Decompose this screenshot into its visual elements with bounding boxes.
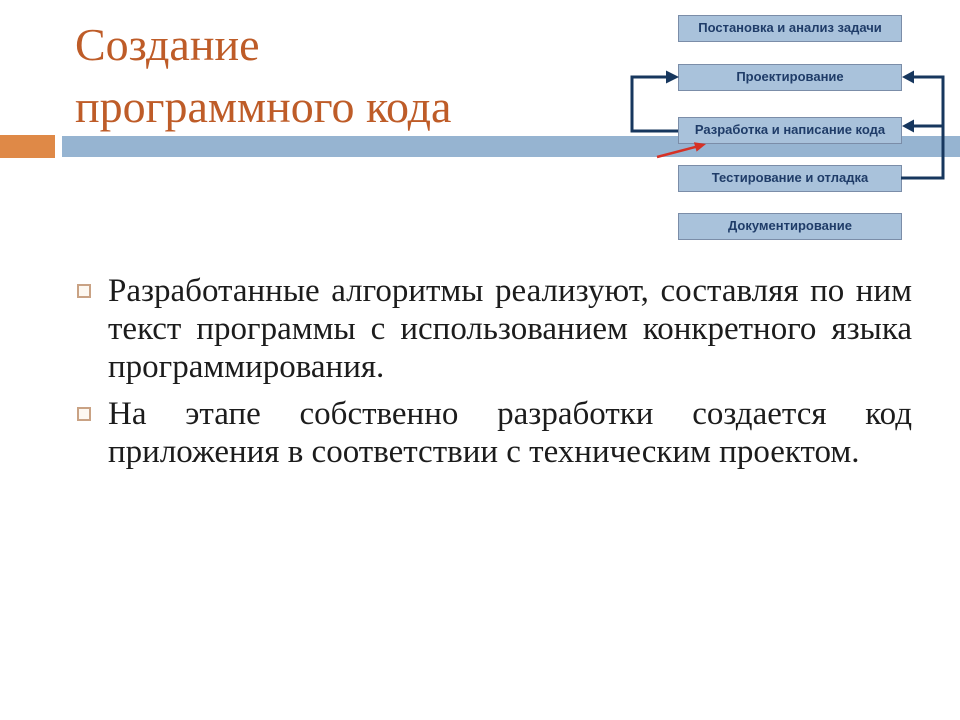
body-line: Разработанные алгоритмы реализуют, составляя по ним	[108, 273, 912, 309]
square-bullet-icon	[77, 284, 91, 298]
slide-body	[108, 272, 912, 471]
flowchart-box-testing: Тестирование и отладка	[678, 165, 902, 192]
flowchart-box-problem-analysis: Постановка и анализ задачи	[678, 15, 902, 42]
body-line: программирования.	[108, 349, 385, 385]
right-feedback-arrow	[901, 71, 943, 179]
square-bullet-icon	[77, 407, 91, 421]
bullet-paragraph	[108, 272, 912, 386]
left-feedback-arrow	[632, 71, 679, 132]
slide-title	[75, 14, 555, 138]
bullet-paragraph	[108, 395, 912, 471]
orange-accent-bar	[0, 135, 55, 158]
flowchart-box-coding: Разработка и написание кода	[678, 117, 902, 144]
flowchart-box-design: Проектирование	[678, 64, 902, 91]
body-line: На этапе собственно разработки создается код	[108, 396, 912, 432]
title-line-2: программного кода	[75, 81, 452, 132]
flowchart-box-documentation: Документирование	[678, 213, 902, 240]
title-line-1: Создание	[75, 19, 260, 70]
body-line: приложения в соответствии с техническим проектом.	[108, 434, 860, 470]
body-line: текст программы с использованием конкретного языка	[108, 311, 912, 347]
